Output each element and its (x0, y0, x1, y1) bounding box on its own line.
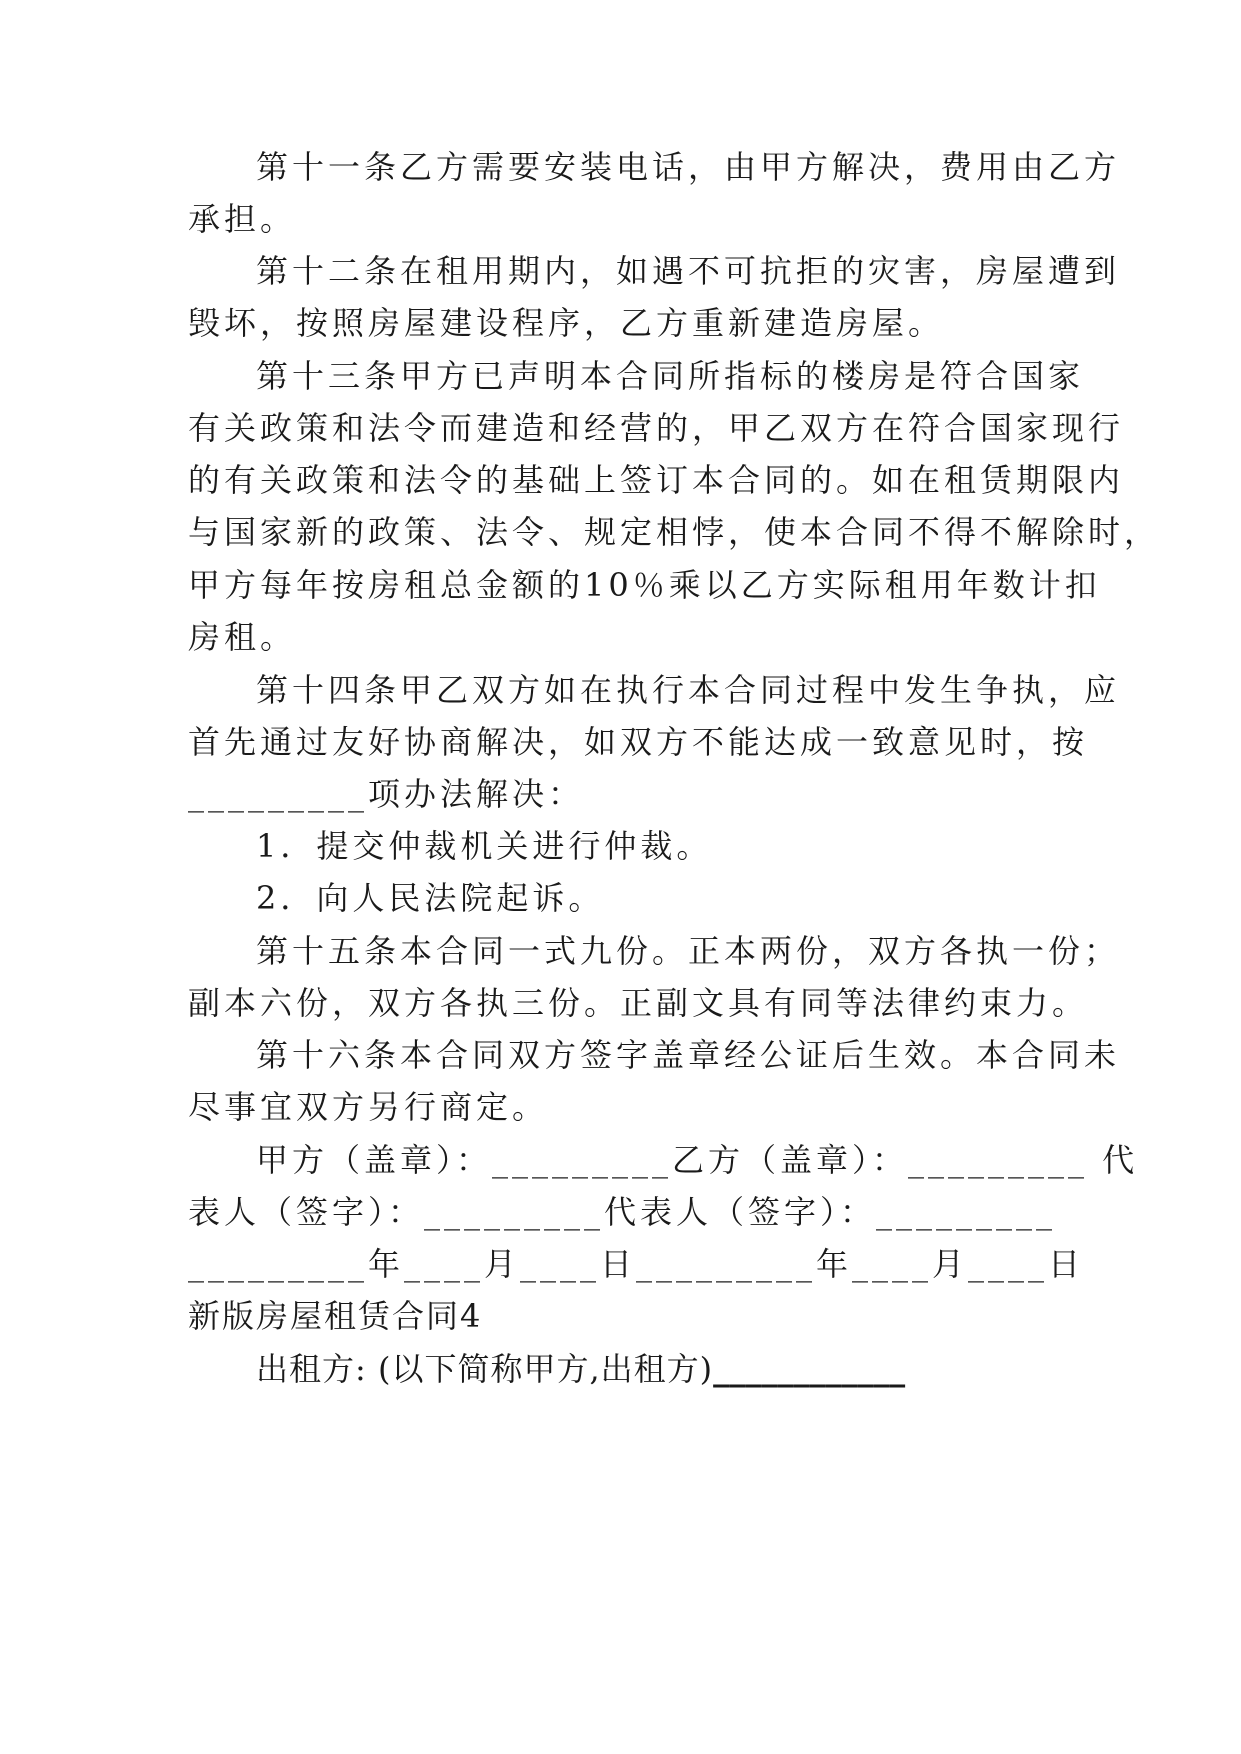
article-12-line-2: 毁坏，按照房屋建设程序，乙方重新建造房屋。 (188, 304, 945, 342)
article-12-line-1: 第十二条在租用期内，如遇不可抗拒的灾害，房屋遭到 (256, 252, 1121, 290)
signature-line-2: 表人（签字）：_________代表人（签字）：_________ (188, 1193, 1057, 1231)
option-1: 1．提交仲裁机关进行仲裁。 (256, 827, 713, 865)
article-13-line-3: 的有关政策和法令的基础上签订本合同的。如在租赁期限内 (188, 461, 1125, 499)
signature-line-1: 甲方（盖章）：_________乙方（盖章）：_________ 代 (256, 1141, 1139, 1179)
section-heading: 新版房屋租赁合同4 (188, 1297, 483, 1335)
article-14-line-1: 第十四条甲乙双方如在执行本合同过程中发生争执，应 (256, 671, 1121, 709)
article-14-line-2: 首先通过友好协商解决，如双方不能达成一致意见时，按 (188, 723, 1089, 761)
article-13-line-6: 房租。 (188, 618, 297, 656)
article-15-line-2: 副本六份，双方各执三份。正副文具有同等法律约束力。 (188, 984, 1089, 1022)
article-13-line-2: 有关政策和法令而建造和经营的，甲乙双方在符合国家现行 (188, 409, 1125, 447)
option-2: 2．向人民法院起诉。 (256, 879, 605, 917)
article-15-line-1: 第十五条本合同一式九份。正本两份，双方各执一份； (256, 932, 1121, 970)
lessor-line (256, 1349, 1058, 1389)
article-13-line-1: 第十三条甲方已声明本合同所指标的楼房是符合国家 (256, 357, 1085, 395)
date-line: _________年____月____日_________年____月____日 (188, 1245, 1085, 1283)
article-14-line-3: _________项办法解决： (188, 775, 585, 813)
article-11-line-2: 承担。 (188, 200, 297, 238)
article-16-line-2: 尽事宜双方另行商定。 (188, 1088, 549, 1126)
article-13-line-4: 与国家新的政策、法令、规定相悖，使本合同不得不解除时， (188, 513, 1161, 551)
article-16-line-1: 第十六条本合同双方签字盖章经公证后生效。本合同未 (256, 1036, 1121, 1074)
article-11-line-1: 第十一条乙方需要安装电话，由甲方解决，费用由乙方 (256, 148, 1121, 186)
article-13-line-5: 甲方每年按房租总金额的10％乘以乙方实际租用年数计扣 (188, 566, 1101, 604)
lessor-blank: ____________ (713, 1350, 906, 1388)
lessor-label: 出租方: (以下简称甲方,出租方) (256, 1350, 714, 1388)
